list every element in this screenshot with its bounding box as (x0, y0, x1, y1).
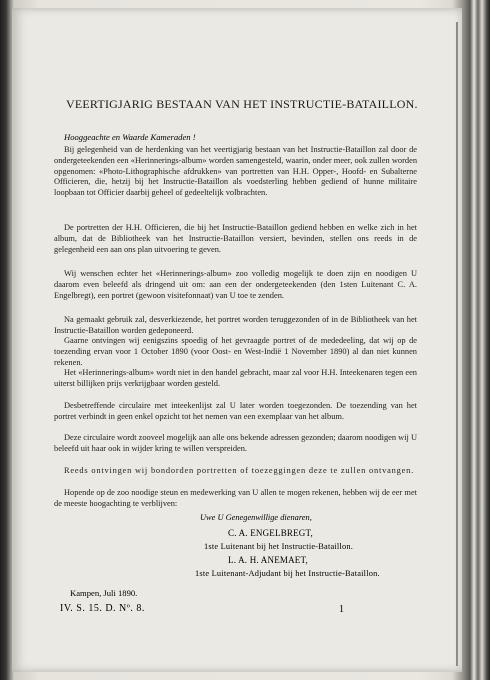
paragraph-6: Het «Herinnerings-album» wordt niet in den handel gebracht, maar zal voor H.H. Inteekenaren tegen een uiterst billijken prijs verkrijgbaar worden gesteld. (54, 368, 417, 388)
paragraph-10: Hopende op de zoo noodige steun en medewerking van U allen te mogen rekenen, hebben wij de eer met de meeste hoogachting te verblijven: (54, 488, 417, 508)
page-edge (456, 22, 458, 666)
place-date: Kampen, Juli 1890. (70, 588, 138, 598)
paragraph-8: Deze circulaire wordt zooveel mogelijk aan alle ons bekende adressen gezonden; daarom noodigen wij U beleefd uit haar ook in wijder kring te willen verspreiden. (54, 433, 418, 453)
paragraph-3: Wij wenschen echter het «Herinnerings-album» zoo volledig mogelijk te doen zijn en noodigen U daarom even beleefd als dringend uit om: aan een der ondergeteekenden (den 1sten Luitenant C. A. Engelbregt), een portret (gewoon visitefonnaat) van U toe te zenden. (54, 269, 417, 300)
signature-role-1: 1ste Luitenant bij het Instructie-Bataillon. (204, 542, 354, 551)
paragraph-4: Na gemaakt gebruik zal, desverkiezende, het portret worden teruggezonden of in de Bibliotheek van het Instructie-Bataillon worden gedeponeerd. (54, 315, 417, 335)
page-number: 1 (339, 604, 344, 615)
paragraph-5: Gaarne ontvingen wij eenigszins spoedig of het gevraagde portret of de mededeeling, dat wij op de toezending ervan voor 1 October 1890 (voor Oost- en West-Indië 1 November 1890) al dan niet kunnen rekenen. (54, 336, 417, 367)
paragraph-9: Reeds ontvingen wij bondorden portretten of toezeggingen deze te zullen ontvangen. (64, 466, 415, 475)
document-code: IV. S. 15. D. Nº. 8. (60, 603, 145, 614)
paragraph-1: Bij gelegenheid van de herdenking van het veertigjarig bestaan van het Instructie-Bataillon zal door de ondergeteekenden een «Herinnerings-album» worden samengesteld, waarin, onder meer, ook zullen worden opgenomen: «Photo-Lithographische afdrukken» van portretten van H.H. Opper-, Hoofd- en Subalterne Officieren, die, hetzij bij het Instructie-Bataillon als voedsterling hebben gediend of hunne militaire loopbaan tot Officier daarbij geheel of gedeeltelijk volbrachten. (54, 145, 417, 198)
signature-name-1: C. A. ENGELBREGT, (228, 528, 313, 538)
signature-name-2: L. A. H. ANEMAET, (228, 555, 308, 565)
paragraph-7: Desbetreffende circulaire met inteekenlijst zal U later worden toegezonden. De toezending van het portret verbindt in geen enkel opzicht tot het nemen van een exemplaar van het album. (54, 401, 417, 421)
paragraph-2: De portretten der H.H. Officieren, die bij het Instructie-Bataillon gediend hebben en welke zich in het album, dat de Bibliotheek van het Instructie-Bataillon versiert, bevinden, stellen ons reeds in de gelegenheid een aan ons plan uitvoering te geven. (54, 223, 417, 254)
signature-role-2: 1ste Luitenant-Adjudant bij het Instructie-Bataillon. (195, 569, 380, 578)
salutation: Hooggeachte en Waarde Kameraden ! (64, 132, 196, 142)
document-title: VEERTIGJARIG BESTAAN VAN HET INSTRUCTIE-BATAILLON. (66, 97, 418, 111)
closing-formula: Uwe U Genegenwillige dienaren, (200, 513, 312, 522)
